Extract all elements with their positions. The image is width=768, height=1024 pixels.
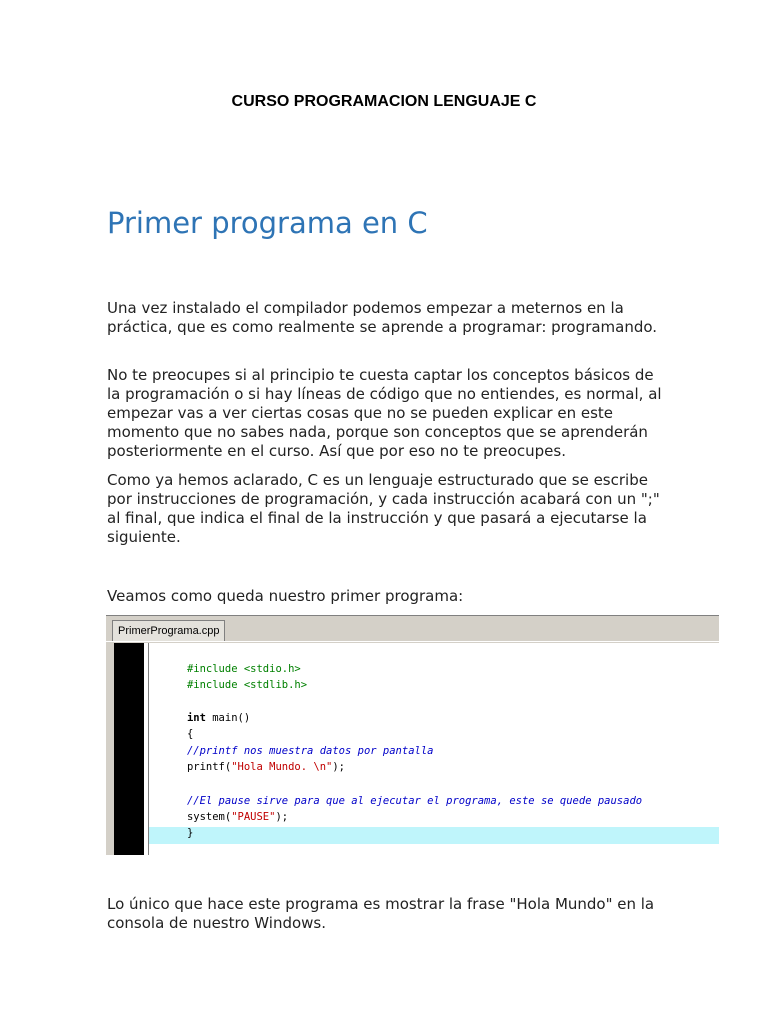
keyword-int: int xyxy=(186,712,206,724)
statement-end: ); xyxy=(275,811,289,823)
code-comment: //El pause sirve para que al ejecutar el programa, este se quede pausado xyxy=(186,795,643,807)
current-line-highlight xyxy=(149,827,719,844)
paragraph-conclusion: Lo único que hace este programa es mostrar la frase "Hola Mundo" en la consola de nuestro Windows. xyxy=(107,895,655,932)
code-line xyxy=(149,645,719,675)
paragraph-structure: Como ya hemos aclarado, C es un lenguaje estructurado que se escribe por instrucciones de programación, y cada instrucción acabará con un ";" al final, que indica el final de la instrucción y que pasará a ejecutarse la siguiente. xyxy=(107,471,660,546)
code-comment: //printf nos muestra datos por pantalla xyxy=(186,745,434,757)
function-call: system( xyxy=(186,811,232,823)
code-line xyxy=(149,777,719,807)
paragraph-lead-in: Veamos como queda nuestro primer programa: xyxy=(107,587,464,605)
code-line xyxy=(149,710,719,740)
preprocessor-directive: #include <stdlib.h> xyxy=(186,679,308,691)
string-literal: "PAUSE" xyxy=(231,811,276,823)
course-title: CURSO PROGRAMACION LENGUAJE C xyxy=(231,93,537,110)
code-line xyxy=(149,809,719,839)
paragraph-reassurance: No te preocupes si al principio te cuesta captar los conceptos básicos de la programación o si hay líneas de código que no entiendes, es normal, al empezar vas a ver ciertas cosas que no se pueden explicar en este momento que no sabes nada, porque son conceptos que se aprenderán posteriormente en el curso. Así que por eso no te preocupes. xyxy=(107,366,662,460)
ide-code-editor[interactable] xyxy=(149,643,719,855)
open-brace: { xyxy=(186,728,194,740)
code-line xyxy=(149,727,719,757)
ide-line-gutter xyxy=(114,643,144,855)
string-literal: "Hola Mundo. \n" xyxy=(231,761,333,773)
section-heading: Primer programa en C xyxy=(107,206,428,240)
code-line xyxy=(149,694,719,724)
ide-screenshot xyxy=(106,615,719,855)
preprocessor-directive: #include <stdio.h> xyxy=(186,663,301,675)
code-line xyxy=(149,661,719,691)
paragraph-intro: Una vez instalado el compilador podemos empezar a meternos en la práctica, que es como realmente se aprende a programar: programando. xyxy=(107,299,658,336)
main-signature: main() xyxy=(205,712,251,724)
ide-tab-bar xyxy=(106,616,719,642)
close-brace: } xyxy=(186,827,194,839)
code-line xyxy=(149,793,719,823)
statement-end: ); xyxy=(332,761,346,773)
code-line xyxy=(149,743,719,773)
function-call: printf( xyxy=(186,761,232,773)
ide-file-tab[interactable]: PrimerPrograma.cpp xyxy=(112,620,225,641)
